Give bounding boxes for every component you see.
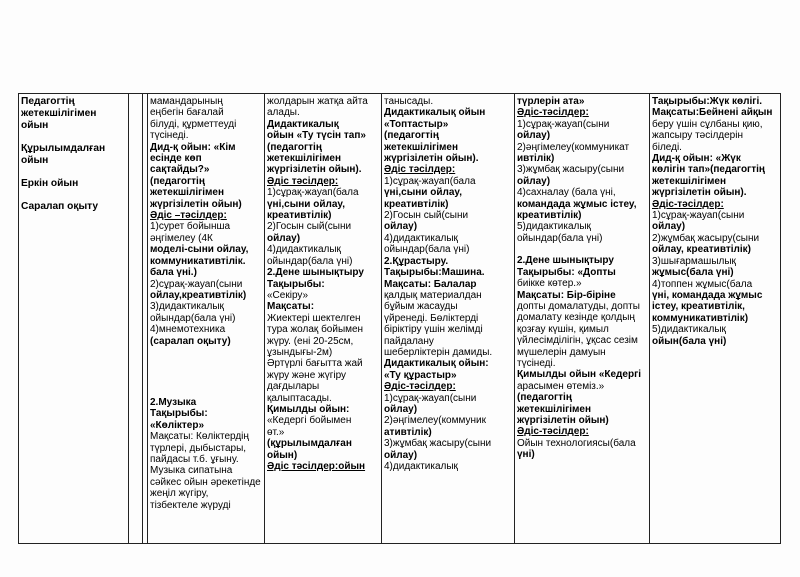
- text-line: жетекшілігімен: [384, 141, 459, 153]
- text-line: түсінеді.: [150, 130, 189, 142]
- text-line: ойлау, креативтілік): [652, 244, 751, 256]
- text-line: Ойын технологиясы(бала: [517, 437, 636, 449]
- text-line: 4)дидактикалық: [384, 232, 458, 244]
- text-line: Мақсаты:Бейнені айқын: [652, 107, 773, 119]
- day-cell-4: [515, 96, 649, 543]
- text-line: Еркін ойын: [21, 178, 79, 189]
- text-line: Әдіс –тәсілдер:: [150, 210, 227, 222]
- text-line: Әртүрлі бағытта жай: [267, 358, 363, 370]
- text-line: әңгімелеу (4К: [150, 232, 213, 244]
- text-line: істеу, креативтілік,: [652, 301, 745, 313]
- text-line: үйренеді. Бөліктерді: [384, 312, 479, 324]
- text-line: ивтілік): [517, 153, 555, 165]
- text-line: ойлау): [517, 175, 551, 187]
- text-line: сәйкес ойын әрекетінде: [150, 476, 261, 488]
- text-line: Тақырыбы:: [267, 278, 325, 290]
- text-line: допты домалатуды, допты: [517, 300, 640, 312]
- text-line: креативтілік): [384, 198, 449, 210]
- text-line: ойындар(бала үні): [267, 255, 353, 267]
- text-line: 1)сұрақ-жауап(бала: [384, 175, 476, 187]
- text-line: Әдіс-тәсілдер:: [652, 198, 724, 210]
- text-line: түсінеді.: [517, 357, 556, 369]
- text-line: 2.Дене шынықтыру: [517, 255, 614, 267]
- text-line: жетекшілігімен: [21, 108, 97, 119]
- text-line: Тақырыбы:: [150, 408, 208, 420]
- text-line: Саралап оқыту: [21, 201, 99, 212]
- text-line: қалдық материалдан: [384, 289, 482, 301]
- text-line: жүру және жүгіру: [267, 369, 347, 381]
- text-line: Дидактикалық ойын: [384, 107, 486, 119]
- text-line: Тақырыбы: «Допты: [517, 266, 616, 278]
- text-line: үйлесімділігін, ұқсас сезім: [517, 335, 638, 347]
- text-line: дағдылары: [267, 381, 320, 393]
- text-line: біріктіру үшін желімді: [384, 324, 483, 336]
- text-line: тура жолақ бойымен: [267, 324, 364, 336]
- text-line: командада жұмыс істеу,: [517, 198, 637, 210]
- text-line: ойлау): [267, 232, 301, 244]
- text-line: «Топтастыр»: [384, 118, 449, 130]
- text-line: 3)шығармашылық: [652, 255, 736, 267]
- text-line: коммуникативтілік): [652, 312, 749, 324]
- text-line: жүргізілетін ойын): [517, 414, 609, 426]
- text-line: ойындар(бала үні): [517, 232, 603, 244]
- text-line: шеберліктерін дамиды.: [384, 346, 493, 358]
- text-line: 2)әңгімелеу(коммуник: [384, 415, 486, 427]
- text-line: Дид-қ ойын: «Жүк: [652, 153, 741, 165]
- text-line: ойын «Ту түсін тап»: [267, 130, 366, 142]
- day-cell-3: [382, 96, 514, 543]
- text-line: еңбегін бағалай: [150, 107, 224, 119]
- text-line: жүргізілетін ойын).: [384, 153, 479, 165]
- text-line: ойындар(бала үні): [150, 312, 236, 324]
- text-line: танысады.: [384, 96, 434, 107]
- text-line: жұмыс(бала үні): [652, 267, 734, 279]
- text-line: беру үшін сұлбаны қию,: [652, 118, 763, 130]
- text-line: пайдасы т.б. ұғыну.: [150, 453, 239, 465]
- text-line: Тақырыбы:Машина.: [384, 267, 485, 279]
- text-line: 4)сахналау (бала үні,: [517, 187, 616, 199]
- text-line: Әдіс-тәсілдер:: [517, 107, 589, 119]
- text-line: ойлау): [384, 403, 418, 415]
- text-line: 5)дидактикалық: [652, 324, 726, 336]
- text-line: 5)дидактикалық: [517, 221, 591, 233]
- text-line: Дидактикалық ойын:: [384, 358, 489, 370]
- text-line: ойын): [267, 449, 298, 461]
- text-line: ойлау): [652, 221, 686, 233]
- text-line: түрлері, дыбыстары,: [150, 442, 247, 454]
- text-line: жапсыру тәсілдерін: [652, 130, 743, 142]
- text-line: ұзындығы-2м): [267, 346, 333, 358]
- text-line: ативтілік): [384, 426, 432, 438]
- text-line: үні, командада жұмыс: [652, 289, 763, 301]
- schedule-table: [18, 93, 781, 544]
- text-line: (педагогтің: [517, 392, 572, 404]
- text-line: 2)Госын сый(сыни: [384, 210, 469, 222]
- text-line: жүргізілетін ойын).: [652, 187, 747, 199]
- text-line: 2)Госын сый(сыни: [267, 221, 352, 233]
- text-line: (педагогтің: [150, 175, 205, 187]
- text-line: 1)сұрақ-жауап(сыни: [517, 118, 610, 130]
- text-line: Музыка сипатына: [150, 465, 233, 477]
- text-line: 2)әңгімелеу(коммуникат: [517, 141, 630, 153]
- day-cell-2: [265, 96, 381, 543]
- text-line: (педагогтің: [267, 141, 322, 153]
- text-line: Құрылымдалған: [21, 143, 106, 154]
- text-line: мамандарының: [150, 96, 223, 107]
- text-line: ойын: [21, 155, 49, 166]
- text-line: мүшелерін дамуын: [517, 346, 606, 358]
- text-line: көлігін тап»(педагогтің: [652, 164, 765, 176]
- text-line: Тақырыбы:Жүк көлігі.: [652, 96, 763, 107]
- text-line: біледі.: [652, 141, 682, 153]
- text-line: 4)топпен жұмыс(бала: [652, 278, 753, 290]
- text-line: Мақсаты: Көліктердің: [150, 431, 249, 443]
- text-line: қалыптасады.: [267, 392, 332, 404]
- text-line: жеңіл жүгіру,: [150, 488, 209, 500]
- text-line: ойлау): [517, 130, 551, 142]
- text-line: Мақсаты: Балалар: [384, 278, 477, 290]
- text-line: Қимылды ойын «Кедергі: [517, 369, 642, 381]
- text-line: Әдіс тәсілдер:ойын: [267, 461, 366, 472]
- text-line: 1)сұрақ-жауап(сыни: [652, 210, 745, 222]
- text-line: жетекшілігімен: [517, 403, 592, 415]
- text-line: креативтілік): [517, 210, 582, 222]
- text-line: 4)дидактикалық: [384, 461, 458, 472]
- text-line: Әдіс-тәсілдер:: [517, 426, 589, 438]
- day-cell-5: [650, 96, 781, 543]
- text-line: 2)жұмбақ жасыру(сыни: [652, 232, 760, 244]
- text-line: биікке көтер.»: [517, 278, 582, 290]
- text-line: ойлау): [384, 221, 418, 233]
- text-line: бұйым жасауды: [384, 301, 458, 313]
- text-line: жетекшілігімен: [652, 175, 727, 187]
- text-line: (педагогтің: [384, 130, 439, 142]
- text-line: домалату кезінде қолдың: [517, 312, 635, 324]
- text-line: жетекшілігімен: [150, 187, 225, 199]
- text-line: коммуникативтілік.: [150, 255, 246, 267]
- text-line: «Көліктер»: [150, 419, 205, 431]
- text-line: моделі-сыни ойлау,: [150, 244, 249, 256]
- text-line: тізбектеле жүруді: [150, 499, 231, 511]
- text-line: 1)сұрақ-жауап(сыни: [384, 392, 477, 404]
- text-line: білуді, құрметтеуді: [150, 118, 237, 130]
- text-line: Қимылды ойын:: [267, 403, 350, 415]
- text-line: жолдарын жатқа айта: [267, 96, 368, 107]
- text-line: Педагогтің: [21, 96, 75, 107]
- text-line: Мақсаты:: [267, 301, 315, 313]
- text-line: бала үні.): [150, 267, 197, 279]
- text-line: Мақсаты: Бір-біріне: [517, 289, 616, 301]
- text-line: 4)мнемотехника: [150, 324, 226, 336]
- text-line: Әдіс тәсілдер:: [384, 164, 456, 176]
- text-line: 2.Құрастыру.: [384, 255, 449, 267]
- text-line: Дидактикалық: [267, 118, 339, 130]
- text-line: түрлерін ата»: [517, 96, 585, 107]
- text-line: «Кедергі бойымен: [267, 415, 352, 427]
- text-line: пайдалану: [384, 335, 434, 347]
- text-line: сақтайды?»: [150, 164, 210, 176]
- text-line: 4)дидактикалық: [267, 244, 341, 256]
- text-line: Жиектері шектелген: [267, 312, 361, 324]
- text-line: қозғау күшін, қимыл: [517, 323, 609, 335]
- text-line: ойын(бала үні): [652, 335, 727, 347]
- text-line: (саралап оқыту): [150, 335, 231, 347]
- text-line: жүргізілетін ойын).: [267, 164, 362, 176]
- text-line: Әдіс-тәсілдер:: [384, 381, 456, 393]
- text-line: «Ту құрастыр»: [384, 369, 457, 381]
- text-line: өт.»: [267, 426, 285, 438]
- text-line: 2.Дене шынықтыру: [267, 267, 364, 279]
- day-cell-1: [148, 96, 264, 543]
- text-line: креативтілік): [267, 210, 332, 222]
- text-line: 1)сурет бойынша: [150, 221, 231, 233]
- text-line: ойлау,креативтілік): [150, 289, 247, 301]
- text-line: Әдіс тәсілдер:: [267, 175, 339, 187]
- text-line: ойлау): [384, 449, 418, 461]
- text-line: үні): [517, 449, 535, 461]
- text-line: ойын: [21, 120, 49, 131]
- text-line: жүру. (ені 20-25см,: [267, 335, 354, 347]
- text-line: жүргізілетін ойын): [150, 198, 242, 210]
- text-line: алады.: [267, 107, 300, 119]
- text-line: 2)сұрақ-жауап(сыни: [150, 278, 243, 290]
- text-line: (құрылымдалған: [267, 438, 352, 450]
- text-line: арасымен өтеміз.»: [517, 380, 605, 392]
- text-line: ойындар(бала үні): [384, 244, 470, 256]
- text-line: үні,сыни ойлау,: [384, 187, 462, 199]
- text-line: жетекшілігімен: [267, 153, 342, 165]
- activity-types-cell: [19, 96, 127, 543]
- text-line: 3)жұмбақ жасыру(сыни: [517, 164, 625, 176]
- text-line: Дид-қ ойын: «Кім: [150, 141, 236, 153]
- text-line: 3)дидактикалық: [150, 301, 224, 313]
- text-line: есінде көп: [150, 153, 202, 165]
- text-line: 3)жұмбақ жасыру(сыни: [384, 438, 492, 450]
- text-line: 1)сұрақ-жауап(бала: [267, 187, 359, 199]
- text-line: үні,сыни ойлау,: [267, 198, 345, 210]
- text-line: «Секіру»: [267, 289, 309, 301]
- text-line: 2.Музыка: [150, 396, 197, 408]
